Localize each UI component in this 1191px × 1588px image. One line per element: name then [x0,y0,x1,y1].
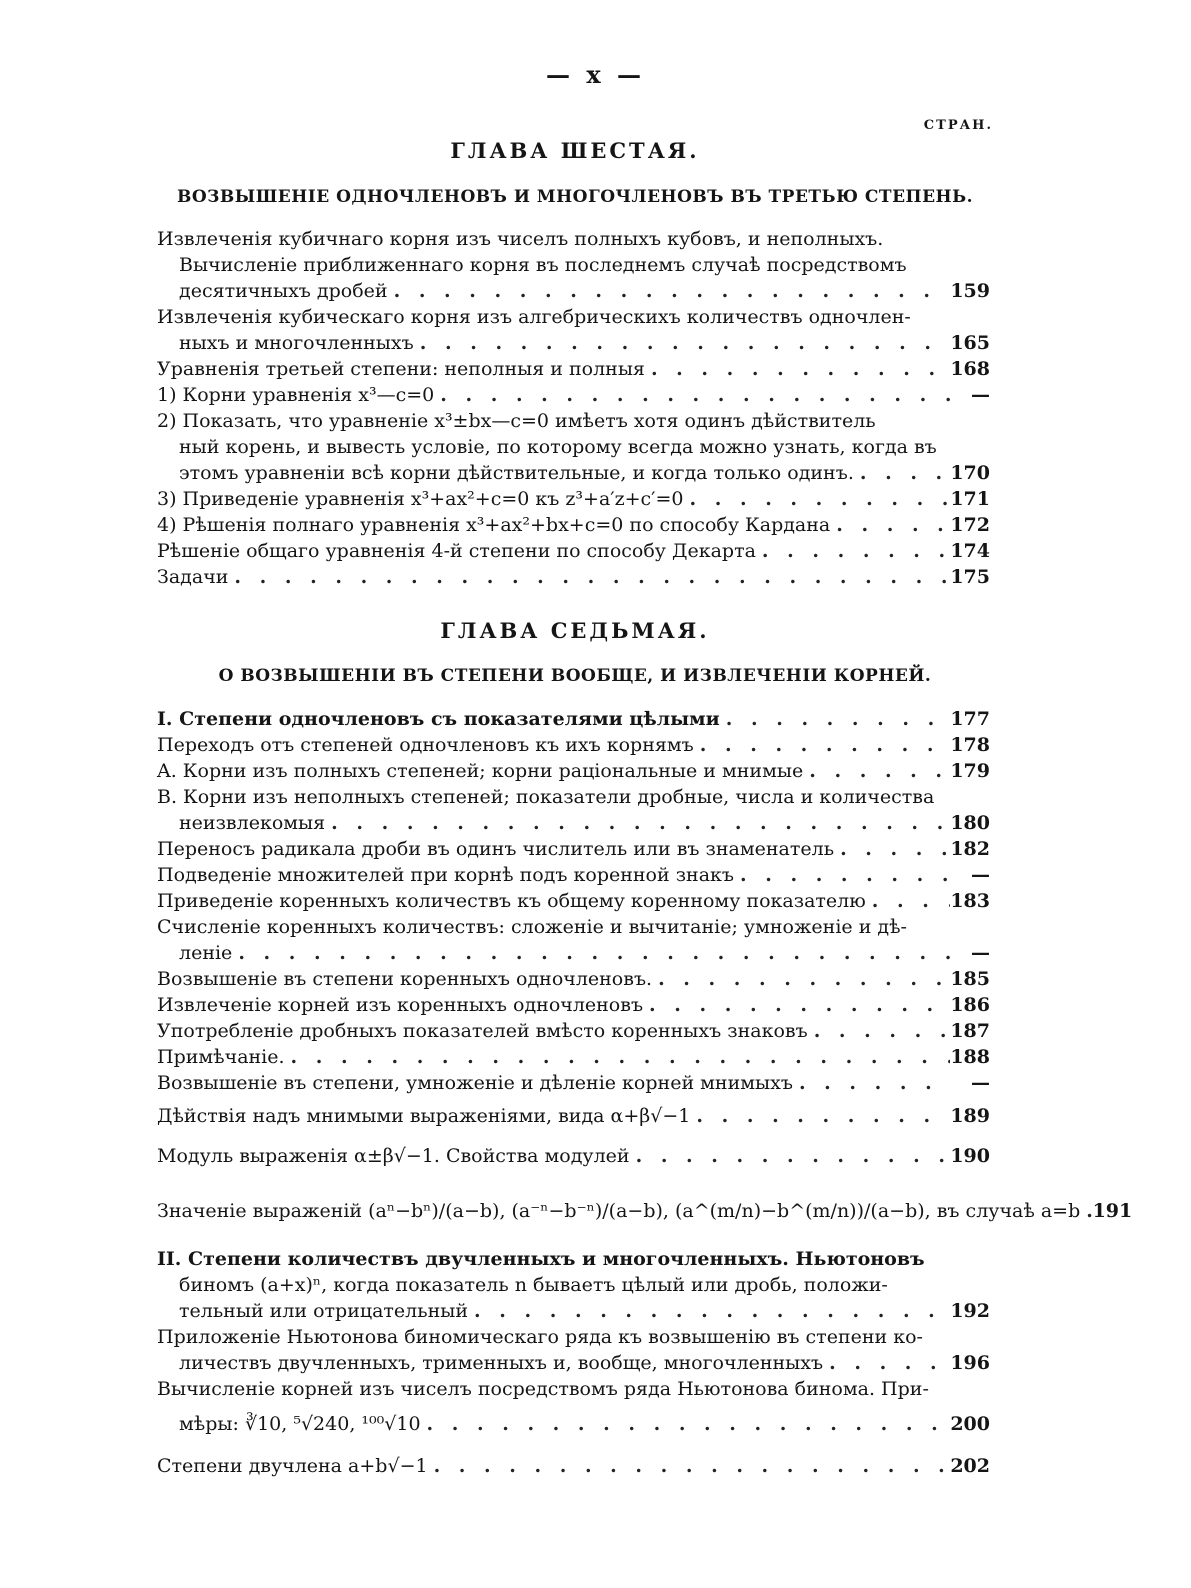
toc-page-number: — [971,1072,990,1094]
toc-entry [157,382,990,408]
toc-entry [157,1070,990,1096]
leader-dots [720,706,950,732]
toc-page-number: 186 [950,994,990,1016]
chapter7-toc [157,706,1133,1486]
toc-entry [157,1324,990,1376]
toc-entry [157,732,990,758]
toc-entry-text: 3) Приведеніе уравненія x³+ax²+c=0 къ z³+a′z+c′=0 [157,488,684,510]
leader-dots [434,382,950,408]
toc-entry-text: Задачи [157,566,229,588]
leader-dots [1080,1198,1092,1224]
toc-entry [157,784,990,836]
toc-entry-text: Уравненія третьей степени: неполныя и полныя [157,358,645,380]
leader-dots [228,564,950,590]
toc-entry-text: Значеніе выраженій (aⁿ−bⁿ)/(a−b), (a⁻ⁿ−b⁻ⁿ)/(a−b), (a^(m/n)−b^(m/n))/(a−b), въ случаѣ a=b [157,1200,1081,1222]
toc-entry-text: Извлеченіе корней изъ коренныхъ одночленовъ [157,994,644,1016]
toc-entry [157,706,990,732]
leader-dots [645,356,950,382]
toc-entry [157,888,990,914]
toc-entry-text: II. Степени количествъ двучленныхъ и многочленныхъ. Ньютоновъ [157,1248,925,1270]
toc-entry-text: биномъ (a+x)ⁿ, когда показатель n бываетъ цѣлый или дробь, положи- [179,1274,888,1296]
toc-page-number: — [971,384,990,406]
chapter6-toc [157,226,990,590]
toc-page-number: 180 [950,812,990,834]
toc-entry-text: ный корень, и вывесть условіе, по которому всегда можно узнать, когда въ [179,436,937,458]
toc-entry-text: Приложеніе Ньютонова биномическаго ряда къ возвышенію въ степени ко- [157,1326,923,1348]
leader-dots [285,1044,950,1070]
toc-page-number: 189 [950,1105,990,1127]
toc-page-number: 200 [950,1413,990,1435]
toc-entry-text: Переносъ радикала дроби въ одинъ числитель или въ знаменатель [157,838,835,860]
leader-dots [793,1070,950,1096]
leader-dots [803,758,950,784]
toc-entry-text: ныхъ и многочленныхъ [179,332,414,354]
toc-entry-text: A. Корни изъ полныхъ степеней; корни раціональные и мнимые [157,760,804,782]
toc-entry [157,564,990,590]
leader-dots [866,888,950,914]
toc-page-number: 165 [950,332,990,354]
leader-dots [734,862,950,888]
toc-page-number: 191 [1092,1200,1133,1222]
toc-entry [157,862,990,888]
toc-entry-text: 1) Корни уравненія x³—c=0 [157,384,435,406]
leader-dots [414,330,950,356]
toc-entry-text: 4) Рѣшенія полнаго уравненія x³+ax²+bx+c=0 по способу Кардана [157,514,831,536]
leader-dots [684,486,951,512]
toc-entry [157,408,990,486]
toc-page-number: 168 [950,358,990,380]
toc-page-number: — [971,864,990,886]
toc-entry-text: Модуль выраженія α±β√−1. Свойства модулей [157,1145,630,1167]
toc-entry [157,486,990,512]
page-folio: — x — [545,60,646,89]
leader-dots [643,992,950,1018]
toc-entry [157,1096,990,1136]
toc-entry [157,538,990,564]
toc-entry-text: Степени двучлена a+b√−1 [157,1455,428,1477]
leader-dots [652,966,950,992]
toc-page-number: 179 [950,760,990,782]
toc-entry [157,1446,990,1486]
toc-entry [157,304,990,356]
toc-entry-text: Подведеніе множителей при корнѣ подъ коренной знакъ [157,864,735,886]
toc-entry-text: Извлеченія кубичнаго корня изъ чиселъ полныхъ кубовъ, и неполныхъ. [157,228,884,250]
leader-dots [630,1143,950,1169]
toc-entry [157,758,990,784]
toc-entry [157,1018,990,1044]
toc-entry-text: Переходъ отъ степеней одночленовъ къ ихъ корнямъ [157,734,694,756]
toc-page-number: 178 [950,734,990,756]
toc-entry [157,1136,990,1176]
leader-dots [694,732,950,758]
leader-dots [830,512,950,538]
toc-entry-text: леніе [179,942,233,964]
toc-entry [157,1044,990,1070]
toc-entry-text: Извлеченія кубическаго корня изъ алгебрическихъ количествъ одночлен- [157,306,911,328]
toc-entry-text: B. Корни изъ неполныхъ степеней; показатели дробные, числа и количества [157,786,935,808]
toc-page-number: 174 [950,540,990,562]
toc-page-number: 187 [950,1020,990,1042]
toc-entry [157,356,990,382]
toc-page-number: 159 [950,280,990,302]
toc-entry [157,226,990,304]
chapter7-title: ГЛАВА СЕДЬМАЯ. [440,618,710,643]
toc-entry-text: мѣры: ∛10, ⁵√240, ¹⁰⁰√10 [179,1413,421,1435]
toc-entry-text: Возвышеніе въ степени, умноженіе и дѣленіе корней мнимыхъ [157,1072,793,1094]
chapter6-subtitle: ВОЗВЫШЕНІЕ ОДНОЧЛЕНОВЪ И МНОГОЧЛЕНОВЪ ВЪ ТРЕТЬЮ СТЕПЕНЬ. [176,187,974,207]
leader-dots [468,1298,950,1324]
leader-dots [325,810,950,836]
toc-entry [157,966,990,992]
toc-page-number: 183 [950,890,990,912]
leader-dots [690,1103,950,1129]
toc-entry-text: Примѣчаніе. [157,1046,285,1068]
toc-entry-text: Вычисленіе приближеннаго корня въ последнемъ случаѣ посредствомъ [179,254,907,276]
leader-dots [854,460,950,486]
leader-dots [756,538,950,564]
toc-entry-text: 2) Показать, что уравненіе x³±bx—c=0 имѣетъ хотя одинъ дѣйствитель [157,410,876,432]
toc-entry [157,1176,1133,1246]
toc-entry-text: Дѣйствія надъ мнимыми выраженіями, вида α+β√−1 [157,1105,691,1127]
toc-page-number: 185 [950,968,990,990]
toc-entry [157,512,990,538]
toc-entry-text: Вычисленіе корней изъ чиселъ посредствомъ ряда Ньютонова бинома. При- [157,1378,929,1400]
chapter7-subtitle: О ВОЗВЫШЕНІИ ВЪ СТЕПЕНИ ВООБЩЕ, И ИЗВЛЕЧЕНІИ КОРНЕЙ. [218,666,932,686]
toc-page-number: 170 [950,462,990,484]
toc-entry-text: I. Степени одночленовъ съ показателями цѣлыми [157,708,720,730]
toc-page-number: 188 [950,1046,990,1068]
toc-entry-text: этомъ уравненіи всѣ корни дѣйствительные, и когда только одинъ. [179,462,854,484]
toc-page-number: 171 [950,488,990,510]
toc-entry-text: Рѣшеніе общаго уравненія 4-й степени по способу Декарта [157,540,756,562]
toc-entry-text: Приведеніе коренныхъ количествъ къ общему коренному показателю [157,890,866,912]
toc-page-number: 177 [950,708,990,730]
toc-entry [157,1246,990,1324]
toc-entry-text: неизвлекомыя [179,812,326,834]
toc-page-number: 182 [950,838,990,860]
toc-entry [157,992,990,1018]
leader-dots [388,278,950,304]
toc-entry-text: Счисленіе коренныхъ количествъ: сложеніе и вычитаніе; умноженіе и дѣ- [157,916,907,938]
toc-entry-text: Употребленіе дробныхъ показателей вмѣсто коренныхъ знаковъ [157,1020,808,1042]
toc-entry [157,836,990,862]
toc-page-number: 190 [950,1145,990,1167]
leader-dots [823,1350,950,1376]
leader-dots [834,836,950,862]
leader-dots [421,1411,950,1437]
toc-entry-text: тельный или отрицательный [179,1300,469,1322]
toc-page-number: 202 [950,1455,990,1477]
toc-entry [157,914,990,966]
leader-dots [428,1453,950,1479]
toc-page-number: — [971,942,990,964]
toc-page-number: 172 [950,514,990,536]
toc-entry [157,1376,990,1446]
toc-entry-text: личествъ двучленныхъ, трименныхъ и, вообще, многочленныхъ [179,1352,824,1374]
toc-entry-text: Возвышеніе въ степени коренныхъ одночленовъ. [157,968,653,990]
toc-page-number: 175 [950,566,990,588]
page-column-label: СТРАН. [923,118,993,133]
chapter6-title: ГЛАВА ШЕСТАЯ. [450,138,700,163]
leader-dots [808,1018,950,1044]
toc-page-number: 196 [950,1352,990,1374]
leader-dots [232,940,950,966]
toc-entry-text: десятичныхъ дробей [179,280,388,302]
toc-page-number: 192 [950,1300,990,1322]
